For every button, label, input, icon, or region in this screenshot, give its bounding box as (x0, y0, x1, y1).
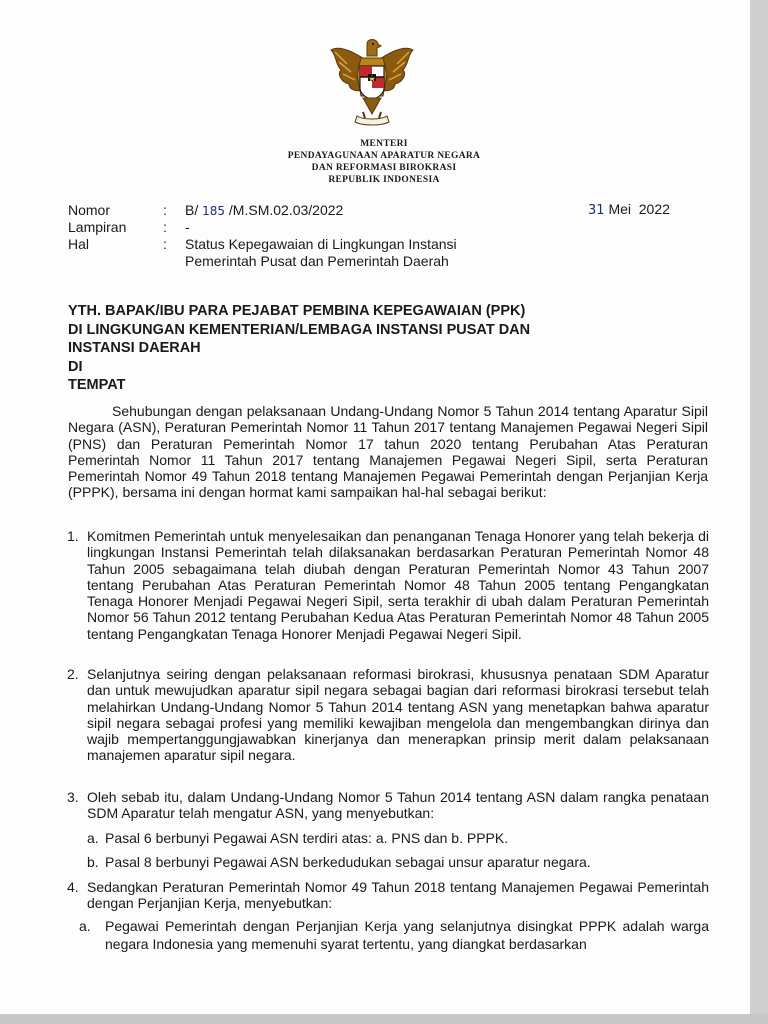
lampiran-value: - (185, 219, 190, 235)
nomor-suffix: /M.SM.02.03/2022 (228, 202, 344, 218)
addressee-line-3: INSTANSI DAERAH (68, 340, 201, 356)
nomor-handwritten: 185 (202, 204, 226, 218)
date-month-year: Mei 2022 (608, 201, 670, 217)
sub-item-3b (87, 854, 709, 870)
list-item-text: Sedangkan Peraturan Pemerintah Nomor 49 Tahun 2018 tentang Manajemen Pegawai Pemerintah dengan Perjanjian Kerja, menyebutkan: (87, 879, 709, 912)
sub-item-text: Pasal 8 berbunyi Pegawai ASN berkedudukan sebagai unsur aparatur negara. (105, 854, 591, 870)
list-number: 4. (67, 879, 79, 895)
list-item-text: Selanjutnya seiring dengan pelaksanaan reformasi birokrasi, khususnya penataan SDM Aparatur dan untuk mewujudkan aparatur sipil negara sebagai bagian dari reformasi birokrasi tersebut telah melahirkan Undang-Undang Nomor 5 Tahun 2014 tentang ASN yang menetapkan bahwa aparatur sipil negara sebagai profesi yang memiliki kewajiban mengelola dan mengembangkan dirinya dan wajib mempertanggungjawabkan kinerjanya dan menerapkan prinsip merit dalam pelaksanaan manajemen aparatur sipil negara. (87, 666, 709, 764)
scan-edge-right (750, 0, 768, 1024)
colon: : (163, 202, 167, 218)
letter-date (588, 201, 670, 218)
letterhead (200, 138, 568, 186)
addressee-line-5: TEMPAT (68, 377, 126, 393)
date-day-handwritten: 31 (588, 203, 605, 218)
list-item-2 (67, 666, 709, 764)
colon: : (163, 219, 167, 235)
list-number: 2. (67, 666, 79, 682)
letterhead-line-4: REPUBLIK INDONESIA (328, 175, 440, 185)
addressee (68, 302, 530, 395)
sub-item-text: Pasal 6 berbunyi Pegawai ASN terdiri atas: a. PNS dan b. PPPK. (105, 830, 509, 846)
list-item-4 (67, 879, 709, 912)
garuda-emblem-icon (327, 34, 417, 130)
letterhead-line-1: MENTERI (360, 139, 408, 149)
addressee-line-2: DI LINGKUNGAN KEMENTERIAN/LEMBAGA INSTANSI PUSAT DAN (68, 321, 531, 338)
sub-letter: a. (87, 830, 99, 846)
sub-item-3a (87, 830, 709, 846)
hal-label: Hal (68, 236, 90, 252)
list-item-text: Oleh sebab itu, dalam Undang-Undang Nomor 5 Tahun 2014 tentang ASN dalam rangka penataan SDM Aparatur telah mengatur ASN, yang menyebutkan: (87, 789, 709, 822)
letterhead-line-2: PENDAYAGUNAAN APARATUR NEGARA (287, 151, 481, 161)
scan-edge-bottom (0, 1014, 768, 1024)
hal-value-line-2: Pemerintah Pusat dan Pemerintah Daerah (185, 253, 449, 269)
addressee-line-4: DI (68, 358, 83, 375)
addressee-line-1: YTH. BAPAK/IBU PARA PEJABAT PEMBINA KEPEGAWAIAN (PPK) (68, 303, 526, 319)
list-item-1 (67, 528, 709, 642)
sub-letter: a. (79, 918, 91, 934)
letterhead-line-3: DAN REFORMASI BIROKRASI (311, 163, 457, 173)
list-number: 1. (67, 528, 79, 544)
sub-item-4a (79, 917, 709, 953)
sub-item-text: Pegawai Pemerintah dengan Perjanjian Kerja yang selanjutnya disingkat PPPK adalah warga negara Indonesia yang memenuhi syarat tertentu, yang diangkat berdasarkan (105, 918, 709, 952)
list-item-text: Komitmen Pemerintah untuk menyelesaikan dan penanganan Tenaga Honorer yang telah bekerja di lingkungan Instansi Pemerintah telah dilaksanakan berdasarkan Peraturan Pemerintah Nomor 48 Tahun 2005 sebagaimana telah diubah dengan Peraturan Pemerintah Nomor 43 Tahun 2007 tentang Perubahan Atas Peraturan Pemerintah Nomor 48 Tahun 2005 tentang Pengangkatan Tenaga Honorer Menjadi Pegawai Negeri Sipil, serta terakhir di ubah dalam Peraturan Pemerintah Nomor 56 Tahun 2012 tentang Perubahan Kedua Atas Peraturan Pemerintah Nomor 48 Tahun 2005 tentang Pengangkatan Tenaga Honorer Menjadi Pegawai Negeri Sipil. (87, 528, 709, 642)
nomor-value (185, 202, 343, 220)
hal-value-line-1: Status Kepegawaian di Lingkungan Instansi (185, 236, 457, 252)
intro-paragraph: Sehubungan dengan pelaksanaan Undang-Undang Nomor 5 Tahun 2014 tentang Aparatur Sipil Negara (ASN), Peraturan Pemerintah Nomor 11 Tahun 2017 tentang Manajemen Pegawai Negeri Sipil (PNS) dan Peraturan Pemerintah Nomor 17 tahun 2020 tentang Perubahan Atas Peraturan Pemerintah Nomor 11 Tahun 2017 tentang Manajemen Pegawai Negeri Sipil, serta Peraturan Pemerintah Nomor 49 Tahun 2018 tentang Manajemen Pegawai Pemerintah dengan Perjanjian Kerja (PPPK), bersama ini dengan hormat kami sampaikan hal-hal sebagai berikut: (68, 403, 708, 501)
list-item-3 (67, 789, 709, 822)
lampiran-label: Lampiran (68, 219, 127, 235)
sub-letter: b. (87, 854, 99, 870)
nomor-label: Nomor (68, 202, 111, 218)
nomor-prefix: B/ (185, 202, 199, 218)
list-number: 3. (67, 789, 79, 805)
colon: : (163, 236, 167, 252)
